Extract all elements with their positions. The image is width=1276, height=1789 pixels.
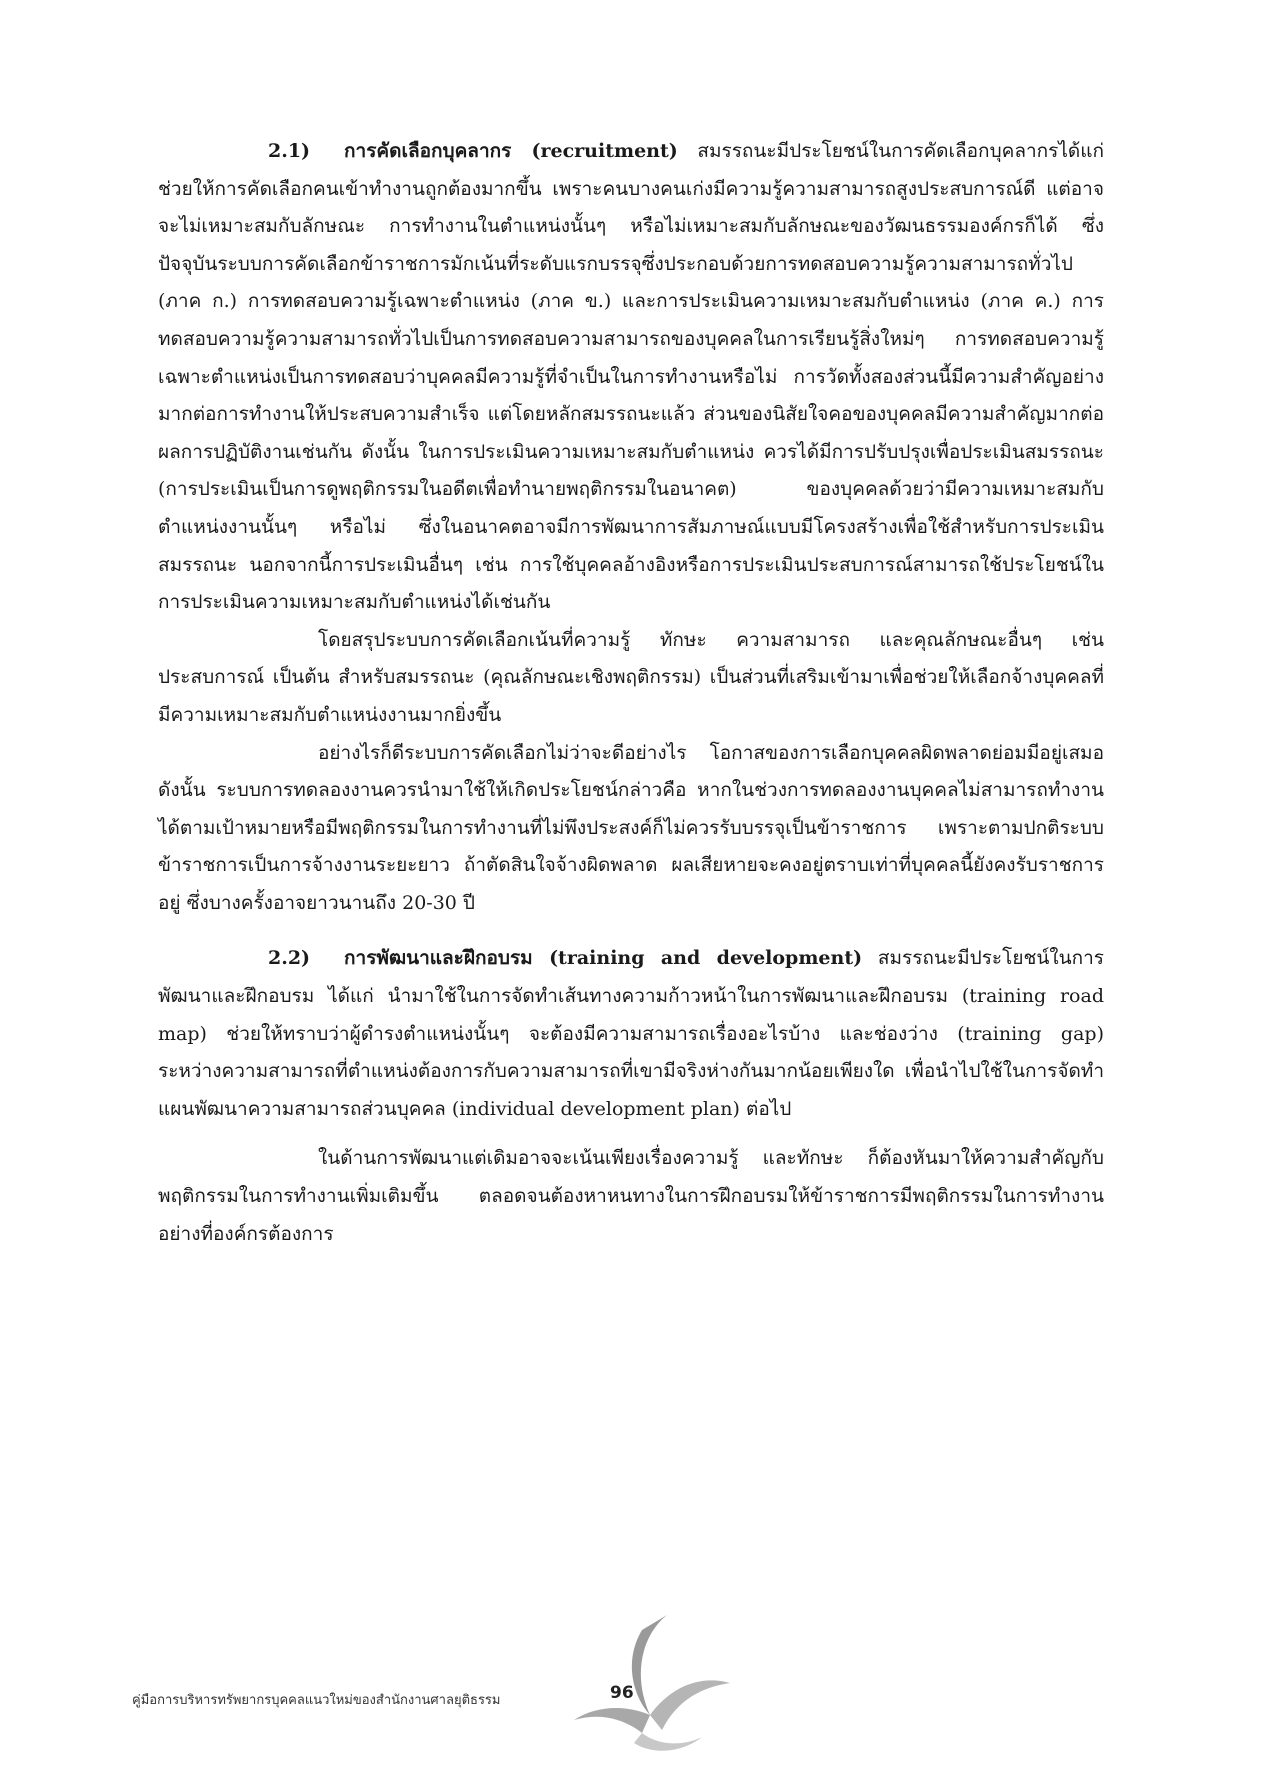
section-2-1-paragraph-2: โดยสรุประบบการคัดเลือกเน้นที่ความรู้ ทักษะ ความสามารถ และคุณลักษณะอื่นๆ เช่น ประสบการณ์ เป็นต้น สำหรับสมรรถนะ (คุณลักษณะเชิงพฤติกรรม) เป็นส่วนที่เสริมเข้ามาเพื่อช่วยให้เลือกจ้างบุคคลที่มีความเหมาะสมกับตำแหน่งงานมากยิ่งขึ้น xyxy=(158,628,1104,726)
section-2-1-paragraph-1 xyxy=(158,133,1104,622)
swirl-logo-icon xyxy=(572,1605,732,1755)
section-2-1-paragraph-1-text: สมรรถนะมีประโยชน์ในการคัดเลือกบุคลากรได้แก่ ช่วยให้การคัดเลือกคนเข้าทำงานถูกต้องมากขึ้น เพราะคนบางคนเก่งมีความรู้ความสามารถสูงประสบการณ์ดี แต่อาจจะไม่เหมาะสมกับลักษณะ การทำงานในตำแหน่งนั้นๆ หรือไม่เหมาะสมกับลักษณะของวัฒนธรรมองค์กรก็ได้ ซึ่งปัจจุบันระบบการคัดเลือกข้าราชการมักเน้นที่ระดับแรกบรรจุซึ่งประกอบด้วยการทดสอบความรู้ความสามารถทั่วไป (ภาค ก.) การทดสอบความรู้เฉพาะตำแหน่ง (ภาค ข.) และการประเมินความเหมาะสมกับตำแหน่ง (ภาค ค.) การทดสอบความรู้ความสามารถทั่วไปเป็นการทดสอบความสามารถของบุคคลในการเรียนรู้สิ่งใหม่ๆ การทดสอบความรู้เฉพาะตำแหน่งเป็นการทดสอบว่าบุคคลมีความรู้ที่จำเป็นในการทำงานหรือไม่ การวัดทั้งสองส่วนนี้มีความสำคัญอย่างมากต่อการทำงานให้ประสบความสำเร็จ แต่โดยหลักสมรรถนะแล้ว ส่วนของนิสัยใจคอของบุคคลมีความสำคัญมากต่อผลการปฏิบัติงานเช่นกัน ดังนั้น ในการประเมินความเหมาะสมกับตำแหน่ง ควรได้มีการปรับปรุงเพื่อประเมินสมรรถนะ (การประเมินเป็นการดูพฤติกรรมในอดีตเพื่อทำนายพฤติกรรมในอนาคต) ของบุคคลด้วยว่ามีความเหมาะสมกับตำแหน่งงานนั้นๆ หรือไม่ ซึ่งในอนาคตอาจมีการพัฒนาการสัมภาษณ์แบบมีโครงสร้างเพื่อใช้สำหรับการประเมินสมรรถนะ นอกจากนี้การประเมินอื่นๆ เช่น การใช้บุคคลอ้างอิงหรือการประเมินประสบการณ์สามารถใช้ประโยชน์ในการประเมินความเหมาะสมกับตำแหน่งได้เช่นกัน xyxy=(158,140,1105,614)
section-2-2-paragraph-1 xyxy=(158,940,1104,1128)
section-2-2-number: 2.2) xyxy=(268,947,311,970)
section-2-1-heading: การคัดเลือกบุคลากร (recruitment) xyxy=(344,140,678,162)
page-footer xyxy=(132,1645,1132,1765)
page-body xyxy=(158,133,1104,1253)
section-2-1-number: 2.1) xyxy=(268,140,311,162)
footer-title: คู่มือการบริหารทรัพยากรบุคคลแนวใหม่ของสำนักงานศาลยุติธรรม xyxy=(132,1693,501,1708)
section-2-2-paragraph-1-text: สมรรถนะมีประโยชน์ในการพัฒนาและฝึกอบรม ได้แก่ นำมาใช้ในการจัดทำเส้นทางความก้าวหน้าในการพัฒนาและฝึกอบรม (training road map) ช่วยให้ทราบว่าผู้ดำรงตำแหน่งนั้นๆ จะต้องมีความสามารถเรื่องอะไรบ้าง และช่องว่าง (training gap) ระหว่างความสามารถที่ตำแหน่งต้องการกับความสามารถที่เขามีจริงห่างกันมากน้อยเพียงใด เพื่อนำไปใช้ในการจัดทำแผนพัฒนาความสามารถส่วนบุคคล (individual development plan) ต่อไป xyxy=(158,947,1104,1120)
section-2-2-paragraph-2: ในด้านการพัฒนาแต่เดิมอาจจะเน้นเพียงเรื่องความรู้ และทักษะ ก็ต้องหันมาให้ความสำคัญกับพฤติกรรมในการทำงานเพิ่มเติมขึ้น ตลอดจนต้องหาหนทางในการฝึกอบรมให้ข้าราชการมีพฤติกรรมในการทำงานอย่างที่องค์กรต้องการ xyxy=(158,1147,1104,1245)
page-number: 96 xyxy=(610,1683,634,1703)
section-2-2-heading: การพัฒนาและฝึกอบรม (training and development) xyxy=(344,947,863,970)
section-2-1-paragraph-3: อย่างไรก็ดีระบบการคัดเลือกไม่ว่าจะดีอย่างไร โอกาสของการเลือกบุคคลผิดพลาดย่อมมีอยู่เสมอ ดังนั้น ระบบการทดลองงานควรนำมาใช้ให้เกิดประโยชน์กล่าวคือ หากในช่วงการทดลองงานบุคคลไม่สามารถทำงานได้ตามเป้าหมายหรือมีพฤติกรรมในการทำงานที่ไม่พึงประสงค์ก็ไม่ควรรับบรรจุเป็นข้าราชการ เพราะตามปกติระบบข้าราชการเป็นการจ้างงานระยะยาว ถ้าตัดสินใจจ้างผิดพลาด ผลเสียหายจะคงอยู่ตราบเท่าที่บุคคลนี้ยังคงรับราชการอยู่ ซึ่งบางครั้งอาจยาวนานถึง 20-30 ปี xyxy=(158,741,1104,914)
